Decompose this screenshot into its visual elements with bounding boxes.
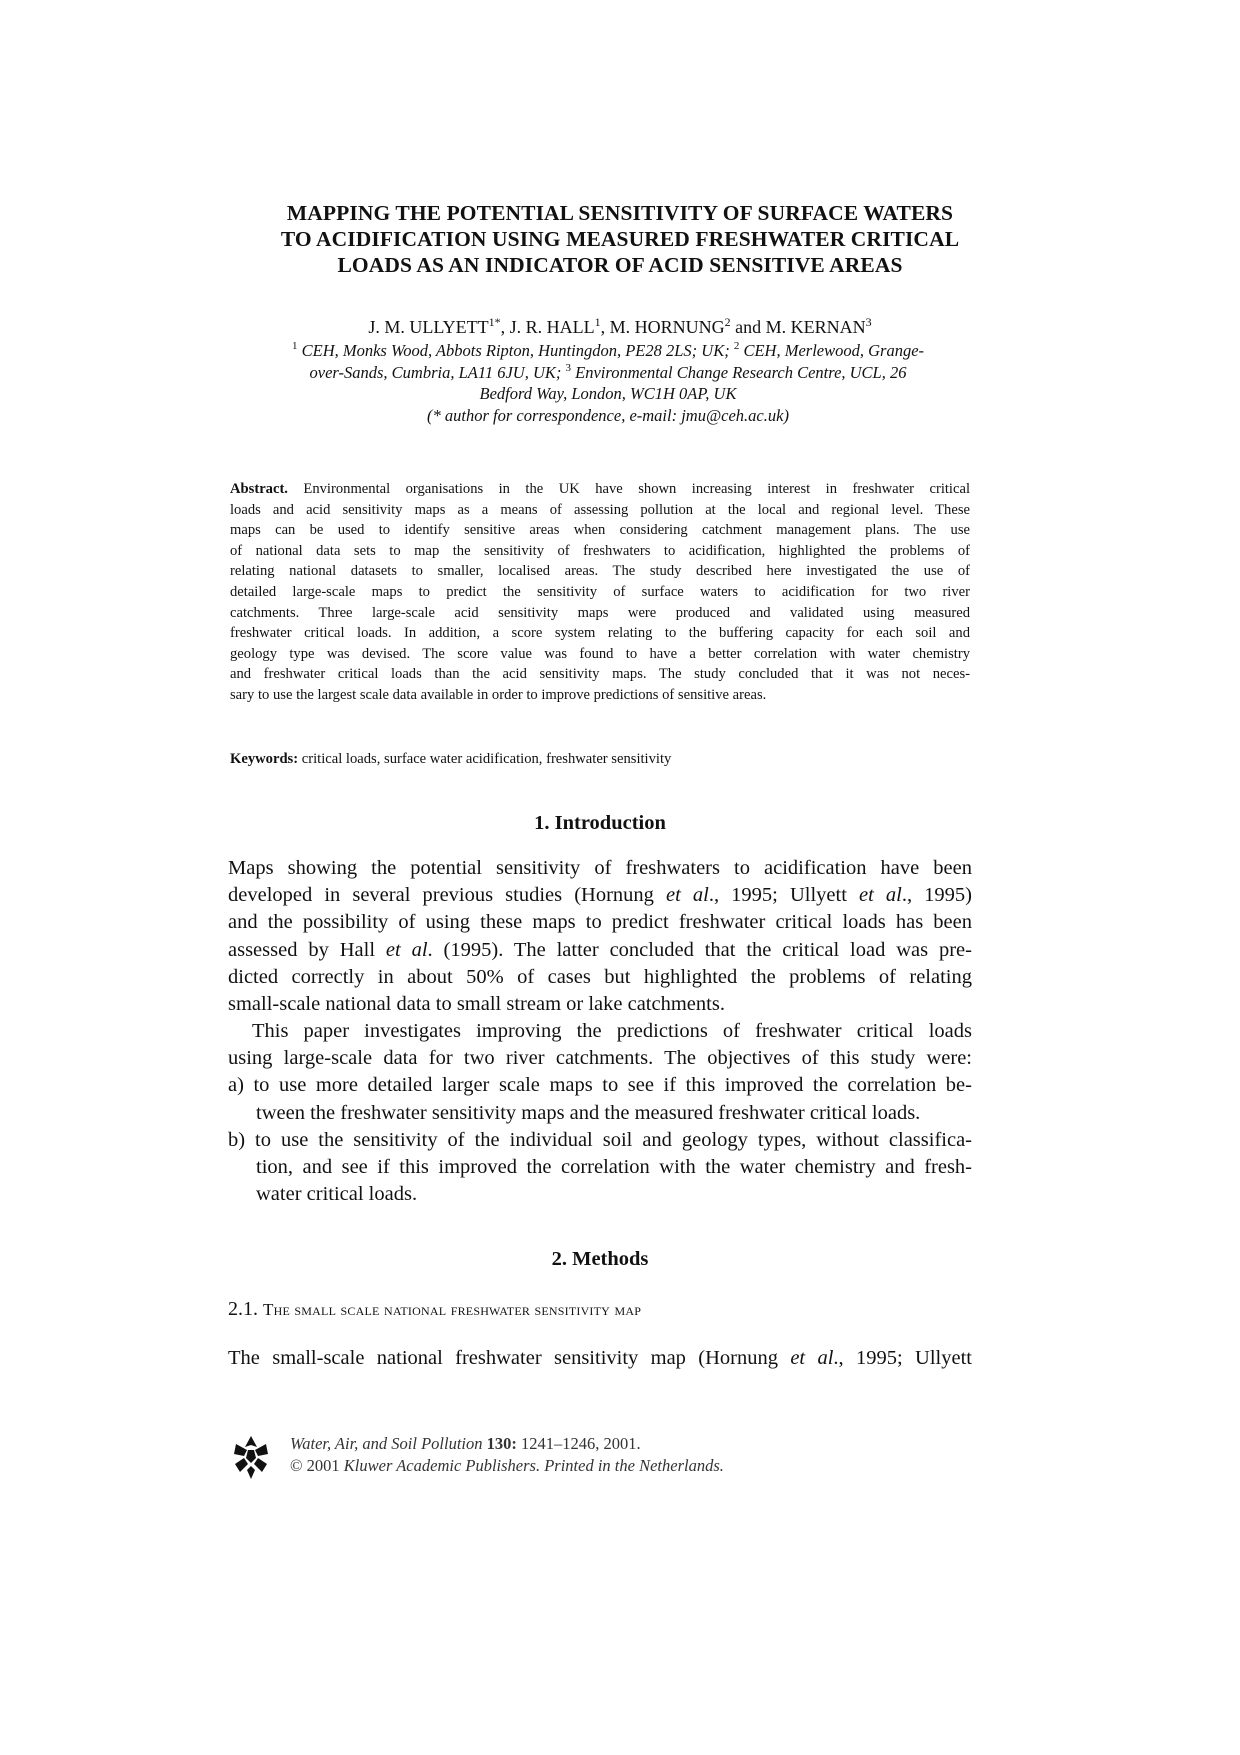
abstract xyxy=(230,479,970,706)
author-name: and M. KERNAN xyxy=(730,317,866,337)
affiliation-line: Bedford Way, London, WC1H 0AP, UK xyxy=(479,384,737,403)
objective-b-line: b) to use the sensitivity of the individual soil and geology types, without classifica- xyxy=(228,1128,972,1151)
author-name: , J. R. HALL xyxy=(500,317,595,337)
affiliations xyxy=(228,340,988,426)
title-line: LOADS AS AN INDICATOR OF ACID SENSITIVE AREAS xyxy=(337,253,903,277)
publication-footer xyxy=(290,1433,724,1477)
body-line xyxy=(228,937,972,964)
citation-etal: et al xyxy=(666,884,709,907)
title-line: MAPPING THE POTENTIAL SENSITIVITY OF SURFACE WATERS xyxy=(286,201,954,225)
publisher-logo-icon xyxy=(232,1434,270,1480)
body-text: The small-scale national freshwater sensitivity map (Hornung xyxy=(228,1347,791,1369)
abstract-line: geology type was devised. The score value was found to have a better correlation with water chemistry xyxy=(230,645,970,662)
correspondence-line: (* author for correspondence, e-mail: jmu@ceh.ac.uk) xyxy=(427,405,789,425)
abstract-line: detailed large-scale maps to predict the sensitivity of surface waters to acidification for two river xyxy=(230,583,970,600)
author-affil-mark: 2 xyxy=(724,315,731,329)
body-text: developed in several previous studies (Hornung xyxy=(228,884,667,907)
author-list xyxy=(200,316,1040,338)
author-name: , M. HORNUNG xyxy=(600,317,725,337)
objective-b-line: tion, and see if this improved the correlation with the water chemistry and fresh- xyxy=(256,1155,972,1178)
body-text: ., 1995) xyxy=(901,884,972,907)
citation-etal: et al xyxy=(858,884,902,907)
introduction-paragraph-2 xyxy=(228,1018,972,1208)
body-line xyxy=(228,882,972,909)
affiliation-line xyxy=(228,362,988,384)
citation-etal: et al xyxy=(385,938,428,961)
abstract-line: of national data sets to map the sensitivity of freshwaters to acidification, highlighted the problems of xyxy=(230,542,970,559)
journal-name: Water, Air, and Soil Pollution xyxy=(290,1434,483,1453)
keywords-label: Keywords: xyxy=(230,751,299,767)
body-line: dicted correctly in about 50% of cases but highlighted the problems of relating xyxy=(228,965,972,988)
abstract-line: sary to use the largest scale data available in order to improve predictions of sensitive areas. xyxy=(230,686,767,703)
affil-mark: 3 xyxy=(565,361,572,374)
subsection-title: The small scale national freshwater sensitivity map xyxy=(263,1300,642,1319)
body-line xyxy=(228,1345,972,1372)
subsection-heading xyxy=(228,1297,641,1322)
objective-a-line: tween the freshwater sensitivity maps and the measured freshwater critical loads. xyxy=(256,1101,921,1124)
journal-pages: 1241–1246, 2001. xyxy=(516,1434,641,1453)
body-text: ., 1995; Ullyett xyxy=(708,884,859,907)
body-line: This paper investigates improving the predictions of freshwater critical loads xyxy=(252,1020,972,1042)
body-line: small-scale national data to small stream or lake catchments. xyxy=(228,992,725,1015)
publisher-text: Kluwer Academic Publishers. Printed in the Netherlands. xyxy=(339,1456,724,1475)
affiliation-line xyxy=(228,340,988,362)
author-affil-mark: 1 xyxy=(594,315,601,329)
abstract-line: freshwater critical loads. In addition, a score system relating to the buffering capacity for each soil and xyxy=(230,625,970,642)
paper-title xyxy=(200,200,1040,278)
abstract-line: relating national datasets to smaller, localised areas. The study described here investigated the use of xyxy=(230,563,970,580)
affiliation-text: CEH, Merlewood, Grange- xyxy=(739,341,925,360)
author-name: J. M. ULLYETT xyxy=(368,317,489,337)
author-affil-mark: 1* xyxy=(488,315,501,329)
abstract-line: and freshwater critical loads than the acid sensitivity maps. The study concluded that it was not neces- xyxy=(230,666,970,683)
copyright-line xyxy=(290,1455,724,1477)
title-line: TO ACIDIFICATION USING MEASURED FRESHWATER CRITICAL xyxy=(280,227,960,251)
objective-a-line: a) to use more detailed larger scale maps to see if this improved the correlation be- xyxy=(228,1074,972,1097)
abstract-text: Environmental organisations in the UK have shown increasing interest in freshwater critical xyxy=(287,481,970,497)
section-heading-methods: 2. Methods xyxy=(551,1248,649,1270)
section-heading-introduction: 1. Introduction xyxy=(534,812,666,834)
copyright-year: © 2001 xyxy=(290,1456,340,1475)
affiliation-text: Environmental Change Research Centre, UCL, 26 xyxy=(571,362,907,382)
affil-mark: 2 xyxy=(733,340,740,352)
journal-citation xyxy=(290,1433,724,1455)
affiliation-text: over-Sands, Cumbria, LA11 6JU, UK; xyxy=(309,362,566,382)
abstract-line: maps can be used to identify sensitive areas when considering catchment management plans. The use xyxy=(230,522,970,539)
abstract-line: loads and acid sensitivity maps as a means of assessing pollution at the local and regional level. These xyxy=(230,501,970,518)
affil-mark: 1 xyxy=(291,340,298,352)
body-text: assessed by Hall xyxy=(228,938,386,961)
affiliation-text: CEH, Monks Wood, Abbots Ripton, Huntingdon, PE28 2LS; UK; xyxy=(297,341,734,360)
abstract-line: catchments. Three large-scale acid sensitivity maps were produced and validated using measured xyxy=(230,604,970,621)
body-line: and the possibility of using these maps to predict freshwater critical loads has been xyxy=(228,911,972,934)
body-text: . (1995). The latter concluded that the critical load was pre- xyxy=(427,938,972,961)
objective-b-line: water critical loads. xyxy=(256,1183,418,1206)
body-text: ., 1995; Ullyett xyxy=(833,1347,972,1369)
subsection-number: 2.1. xyxy=(228,1298,258,1320)
keywords-text: critical loads, surface water acidification, freshwater sensitivity xyxy=(298,751,672,767)
journal-volume: 130: xyxy=(482,1434,517,1453)
body-line: Maps showing the potential sensitivity of freshwaters to acidification have been xyxy=(228,857,972,879)
methods-paragraph xyxy=(228,1345,972,1372)
keywords xyxy=(230,749,970,769)
abstract-label: Abstract. xyxy=(230,481,288,497)
abstract-line xyxy=(230,479,970,500)
body-line: using large-scale data for two river catchments. The objectives of this study were: xyxy=(228,1047,972,1070)
author-affil-mark: 3 xyxy=(865,315,872,329)
citation-etal: et al xyxy=(790,1347,834,1369)
introduction-paragraph-1 xyxy=(228,855,972,1018)
